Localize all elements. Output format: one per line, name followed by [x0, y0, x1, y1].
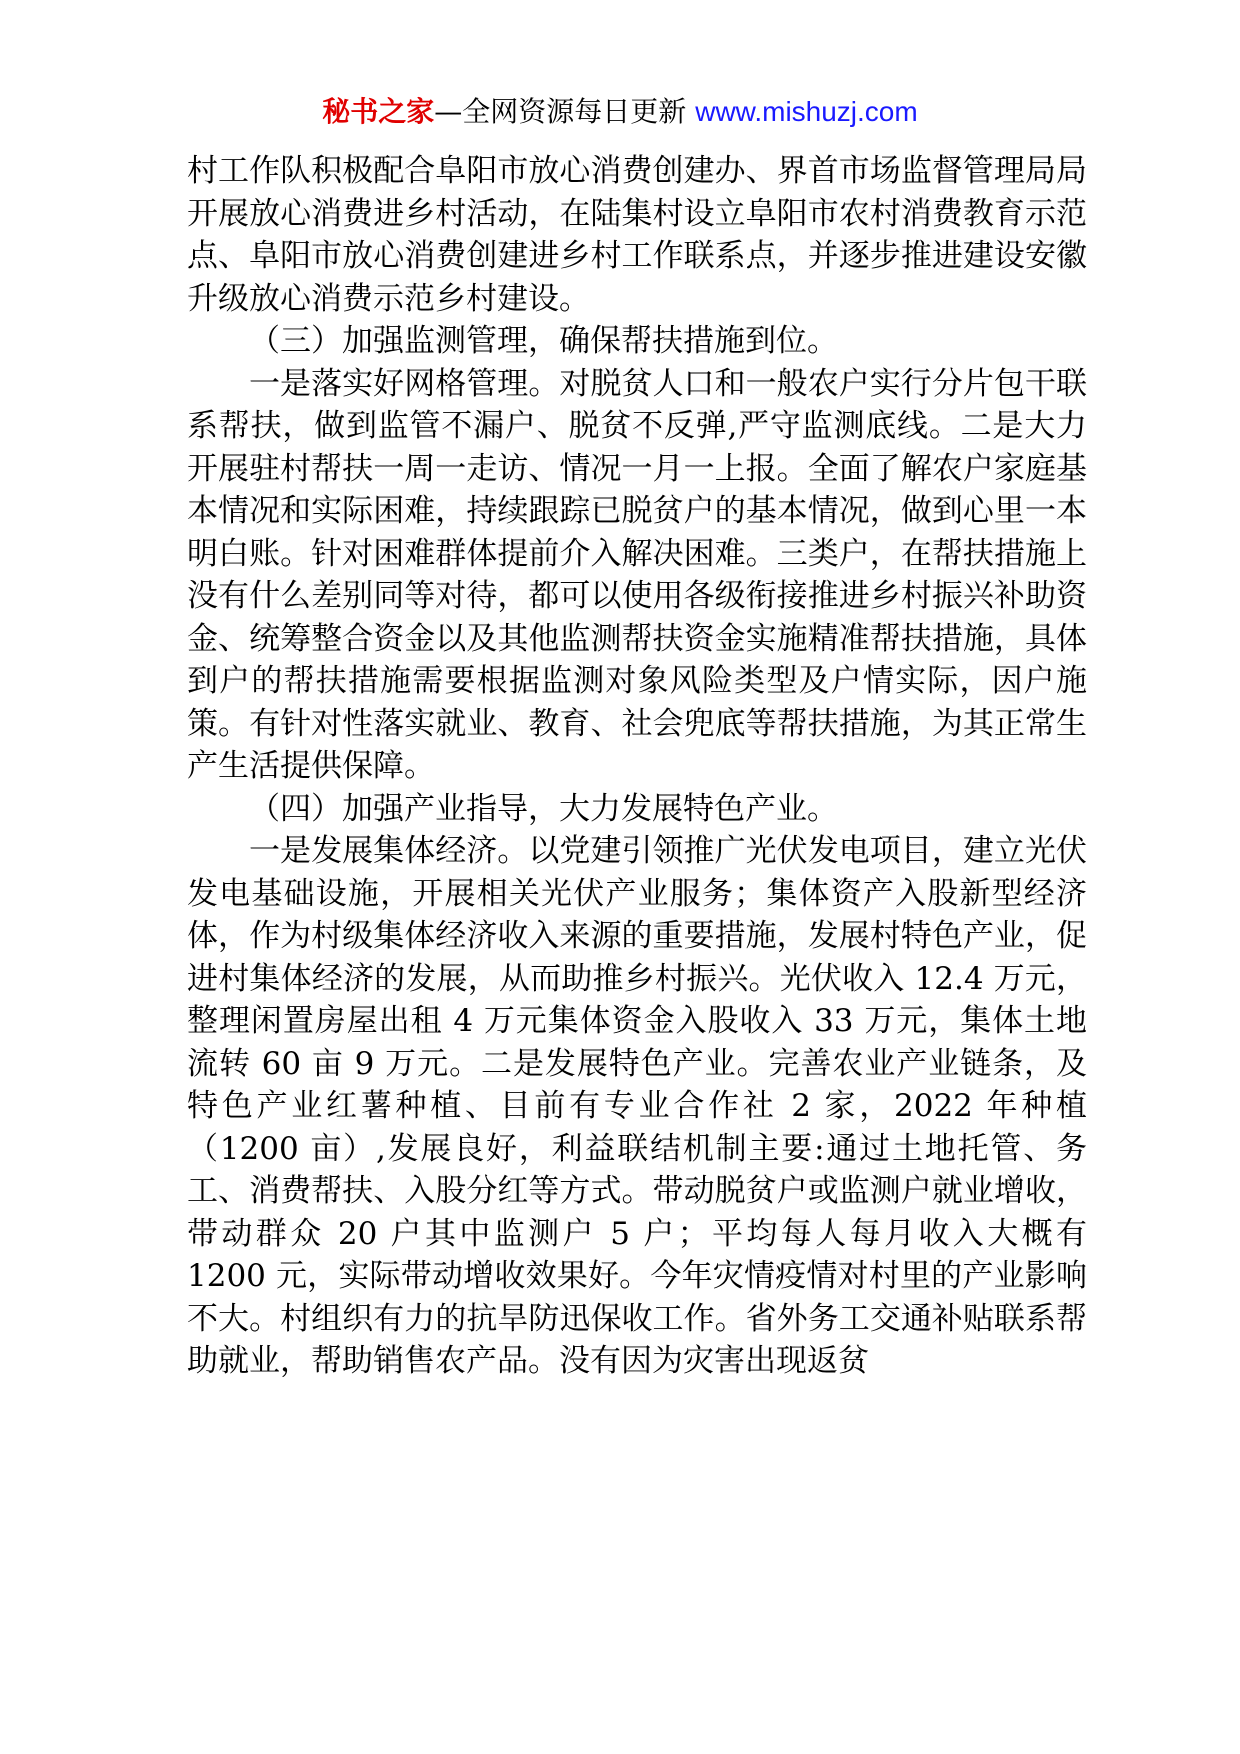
- paragraph-continued: 村工作队积极配合阜阳市放心消费创建办、界首市场监督管理局局开展放心消费进乡村活动，在陆集村设立阜阳市农村消费教育示范点、阜阳市放心消费创建进乡村工作联系点，并逐步推进建设安徽升级放心消费示范乡村建设。: [187, 153, 1087, 317]
- brand-name: 秘书之家: [322, 95, 435, 128]
- document-body: [187, 150, 1087, 1383]
- section-heading-4: （四）加强产业指导，大力发展特色产业。: [249, 790, 838, 827]
- page-header: [0, 92, 1240, 132]
- paragraph-industry: 一是发展集体经济。以党建引领推广光伏发电项目，建立光伏发电基础设施，开展相关光伏产业服务；集体资产入股新型经济体，作为村级集体经济收入来源的重要措施，发展村特色产业，促进村集体经济的发展，从而助推乡村振兴。光伏收入 12.4 万元，整理闲置房屋出租 4 万元集体资金入股收入 33 万元，集体土地流转 60 亩 9 万元。二是发展特色产业。完善农业产业链条，及特色产业红薯种植、目前有专业合作社 2 家，2022 年种植（1200 亩）,发展良好，利益联结机制主要:通过土地托管、务工、消费帮扶、入股分红等方式。带动脱贫户或监测户就业增收，带动群众 20 户其中监测户 5 户；平均每人每月收入大概有 1200 元，实际带动增收效果好。今年灾情疫情对村里的产业影响不大。村组织有力的抗旱防迅保收工作。省外务工交通补贴联系帮助就业，帮助销售农产品。没有因为灾害出现返贫: [187, 833, 1087, 1379]
- site-url-link[interactable]: www.mishuzj.com: [695, 96, 918, 127]
- section-heading-3: （三）加强监测管理，确保帮扶措施到位。: [249, 323, 838, 359]
- paragraph-monitoring: 一是落实好网格管理。对脱贫人口和一般农户实行分片包干联系帮扶，做到监管不漏户、脱贫不反弹,严守监测底线。二是大力开展驻村帮扶一周一走访、情况一月一上报。全面了解农户家庭基本情况和实际困难，持续跟踪已脱贫户的基本情况，做到心里一本明白账。针对困难群体提前介入解决困难。三类户，在帮扶措施上没有什么差别同等对待，都可以使用各级衔接推进乡村振兴补助资金、统筹整合资金以及其他监测帮扶资金实施精准帮扶措施，具体到户的帮扶措施需要根据监测对象风险类型及户情实际，因户施策。有针对性落实就业、教育、社会兜底等帮扶措施，为其正常生产生活提供保障。: [187, 365, 1087, 784]
- header-tagline: —全网资源每日更新: [434, 95, 687, 128]
